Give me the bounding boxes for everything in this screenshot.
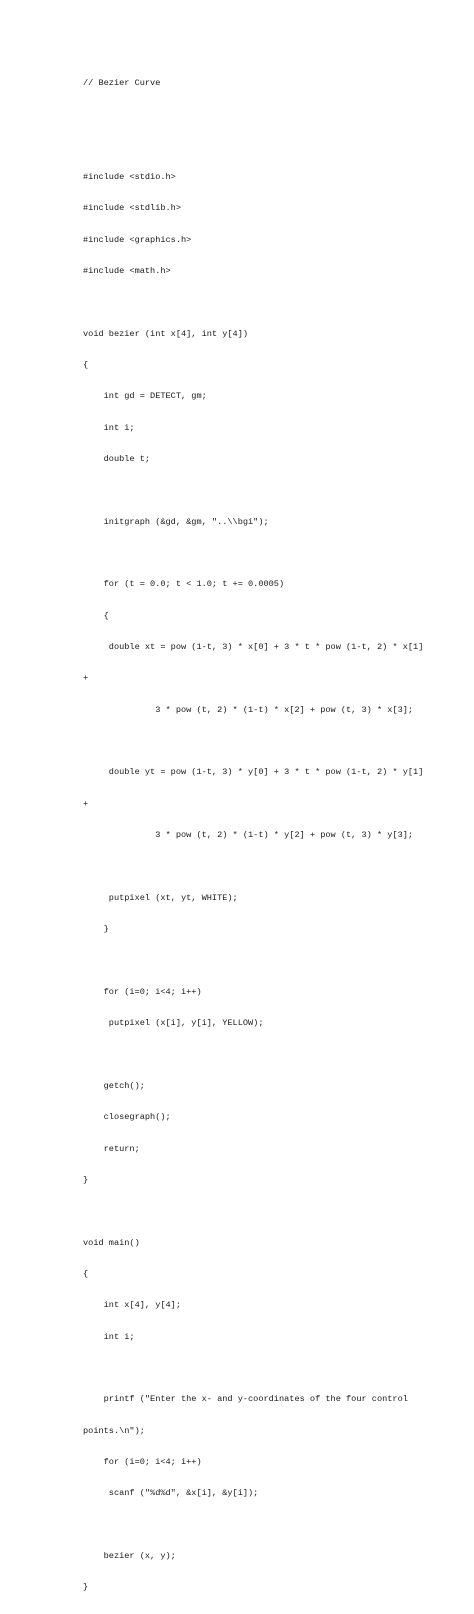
code-line: 3 * pow (t, 2) * (1-t) * x[2] + pow (t, 3) * x[3]; (83, 704, 414, 715)
code-listing (83, 57, 467, 1614)
blank-line (83, 736, 467, 746)
blank-line (83, 1050, 467, 1060)
include-line: #include <stdio.h> (83, 171, 176, 182)
blank-line (83, 1363, 467, 1373)
code-line: { (83, 1268, 89, 1279)
blank-line (83, 1520, 467, 1530)
code-line: int gd = DETECT, gm; (83, 391, 207, 402)
code-line: for (i=0; i<4; i++) (83, 1457, 202, 1468)
blank-line (83, 862, 467, 872)
blank-line (83, 485, 467, 495)
code-line: closegraph(); (83, 1112, 171, 1123)
blank-line (83, 548, 467, 558)
code-line: } (83, 1174, 89, 1185)
blank-line (83, 956, 467, 966)
code-line: double xt = pow (1-t, 3) * x[0] + 3 * t * pow (1-t, 2) * x[1] (83, 642, 424, 653)
blank-line (83, 109, 467, 119)
code-line: } (83, 924, 109, 935)
include-line: #include <stdlib.h> (83, 203, 181, 214)
code-comment-title: // Bezier Curve (83, 77, 161, 88)
code-line: points.\n"); (83, 1425, 145, 1436)
include-line: #include <math.h> (83, 265, 171, 276)
code-line: + (83, 798, 89, 809)
code-line: printf ("Enter the x- and y-coordinates of the four control (83, 1394, 408, 1405)
code-line: getch(); (83, 1080, 145, 1091)
code-line: int i; (83, 422, 135, 433)
code-line: for (i=0; i<4; i++) (83, 986, 202, 997)
include-line: #include <graphics.h> (83, 234, 192, 245)
blank-line (83, 141, 467, 151)
code-line: double yt = pow (1-t, 3) * y[0] + 3 * t * pow (1-t, 2) * y[1] (83, 767, 424, 778)
blank-line (83, 297, 467, 307)
code-line: { (83, 610, 109, 621)
code-line: + (83, 673, 89, 684)
code-line: } (83, 1582, 89, 1593)
code-line: double t; (83, 454, 151, 465)
code-line: putpixel (x[i], y[i], YELLOW); (83, 1018, 264, 1029)
function-signature: void main() (83, 1237, 140, 1248)
code-line: int x[4], y[4]; (83, 1300, 181, 1311)
code-line: putpixel (xt, yt, WHITE); (83, 892, 238, 903)
code-line: 3 * pow (t, 2) * (1-t) * y[2] + pow (t, 3) * y[3]; (83, 830, 414, 841)
code-line: scanf ("%d%d", &x[i], &y[i]); (83, 1488, 259, 1499)
code-line: { (83, 360, 89, 370)
code-line: return; (83, 1143, 140, 1154)
code-line: for (t = 0.0; t < 1.0; t += 0.0005) (83, 579, 285, 590)
function-signature: void bezier (int x[4], int y[4]) (83, 328, 249, 339)
code-line: initgraph (&gd, &gm, "..\\bgi"); (83, 516, 269, 527)
code-line: int i; (83, 1331, 135, 1342)
code-line: bezier (x, y); (83, 1551, 176, 1562)
blank-line (83, 1206, 467, 1216)
